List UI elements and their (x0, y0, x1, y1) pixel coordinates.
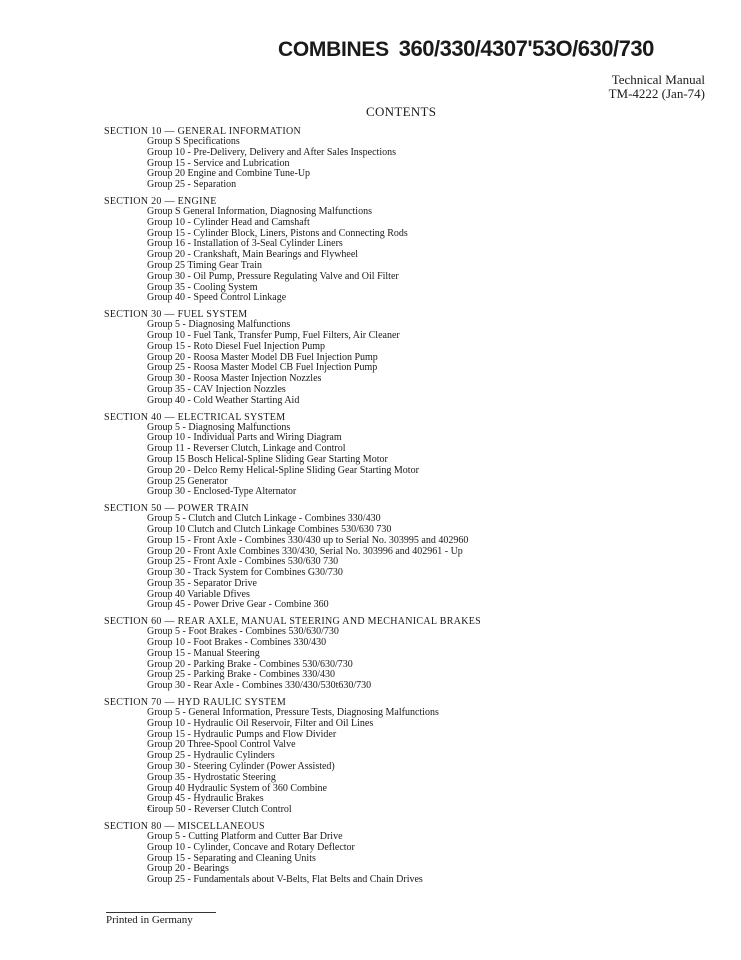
section-heading: SECTION 70 — HYD RAULIC SYSTEM (104, 697, 287, 709)
group-entry: Group 30 - Oil Pump, Pressure Regulating Valve and Oil Filter (147, 270, 399, 282)
group-entry: Group 10 - Foot Brakes - Combines 330/430 (147, 637, 327, 649)
group-entry: Group 25 - Front Axle - Combines 530/630 730 (147, 556, 339, 568)
section-heading: SECTION 20 — ENGINE (104, 195, 217, 207)
group-entry: Group 10 - Fuel Tank, Transfer Pump, Fuel Filters, Air Cleaner (147, 329, 400, 341)
group-entry: Group 5 - Foot Brakes - Combines 530/630/730 (147, 626, 339, 638)
group-entry: Group 30 - Enclosed-Type Alternator (147, 486, 297, 498)
group-entry: Group 30 - Roosa Master Injection Nozzles (147, 373, 322, 385)
group-entry: Group 25 - Hydraulic Cylinders (147, 750, 275, 762)
title-models: 360/330/4307'53O/630/730 (398, 36, 654, 61)
group-entry: Group 16 - Installation of 3-Seal Cylinder Liners (147, 238, 343, 250)
footer-rule (106, 912, 216, 913)
toc-section (104, 412, 704, 499)
group-entry: Group 5 - Diagnosing Malfunctions (147, 319, 291, 331)
group-entry: Group 10 - Cylinder Head and Camshaft (147, 216, 310, 228)
toc-section (104, 503, 704, 611)
group-entry: Group 20 - Bearings (147, 863, 229, 875)
group-entry: Group 20 - Parking Brake - Combines 530/630/730 (147, 658, 353, 670)
toc-section (104, 196, 704, 304)
group-entry: Group 20 - Front Axle Combines 330/430, Serial No. 303996 and 402961 - Up (147, 545, 463, 557)
group-entry: Group 25 - Fundamentals about V-Belts, Flat Belts and Chain Drives (147, 874, 423, 886)
group-entry: €iroup 50 - Reverser Clutch Control (147, 804, 292, 816)
group-entry: Group 10 - Pre-Delivery, Delivery and After Sales Inspections (147, 146, 397, 158)
group-entry: Group 30 - Steering Cylinder (Power Assisted) (147, 761, 335, 773)
section-heading: SECTION 50 — POWER TRAIN (104, 503, 249, 515)
group-entry: Group 25 Timing Gear Train (147, 259, 263, 271)
table-of-contents (104, 126, 704, 891)
group-entry: Group 15 - Roto Diesel Fuel Injection Pump (147, 340, 326, 352)
group-entry: Group 10 - Cylinder, Concave and Rotary Deflector (147, 841, 355, 853)
section-heading: SECTION 60 — REAR AXLE, MANUAL STEERING AND MECHANICAL BRAKES (104, 616, 482, 628)
group-entry: Group S Specifications (147, 136, 240, 147)
toc-section (104, 821, 704, 886)
group-entry: Group 10 - Individual Parts and Wiring Diagram (147, 432, 342, 444)
group-entry: Group 25 Generator (147, 475, 228, 487)
group-entry: Group 40 - Cold Weather Starting Aid (147, 394, 300, 406)
group-entry: Group 25 - Roosa Master Model CB Fuel Injection Pump (147, 362, 378, 374)
group-entry: Group 35 - Cooling System (147, 281, 258, 293)
group-entry: Group 35 - Separator Drive (147, 577, 257, 589)
section-heading: SECTION 10 — GENERAL INFORMATION (104, 126, 302, 137)
group-entry: Group 5 - General Information, Pressure Tests, Diagnosing Malfunctions (147, 707, 439, 719)
toc-section (104, 616, 704, 692)
manual-info (609, 73, 705, 101)
group-entry: Group 15 Bosch Helical-Spline Sliding Gear Starting Motor (147, 453, 388, 465)
footer-note: Printed in Germany (106, 914, 193, 926)
group-entry: Group 40 Hydraulic System of 360 Combine (147, 782, 327, 794)
group-entry: Group 15 - Hydraulic Pumps and Flow Divider (147, 728, 337, 740)
section-heading: SECTION 30 — FUEL SYSTEM (104, 309, 248, 321)
section-heading: SECTION 40 — ELECTRICAL SYSTEM (104, 411, 286, 423)
group-entry: Group 45 - Power Drive Gear - Combine 360 (147, 599, 329, 611)
group-entry: Group 10 - Hydraulic Oil Reservoir, Filter and Oil Lines (147, 717, 374, 729)
toc-section (104, 309, 704, 406)
group-entry: Group 20 - Crankshaft, Main Bearings and Flywheel (147, 249, 359, 261)
group-entry: Group 20 - Roosa Master Model DB Fuel Injection Pump (147, 351, 378, 363)
contents-heading: CONTENTS (366, 104, 437, 119)
group-entry: Group 15 - Separating and Cleaning Units (147, 852, 316, 864)
group-entry: Group 5 - Cutting Platform and Cutter Bar Drive (147, 831, 343, 843)
group-entry: Group 25 - Parking Brake - Combines 330/430 (147, 669, 336, 681)
group-entry: Group S General Information, Diagnosing Malfunctions (147, 205, 372, 217)
group-entry: Group 15 - Front Axle - Combines 330/430 up to Serial No. 303995 and 402960 (147, 534, 469, 546)
group-entry: Group 25 - Separation (147, 179, 237, 191)
group-entry: Group 5 - Diagnosing Malfunctions (147, 421, 291, 433)
manual-type: Technical Manual (611, 72, 705, 87)
group-entry: Group 35 - Hydrostatic Steering (147, 771, 276, 783)
toc-section (104, 697, 704, 816)
group-entry: Group 15 - Service and Lubrication (147, 157, 290, 169)
group-entry: Group 15 - Cylinder Block, Liners, Pistons and Connecting Rods (147, 227, 408, 239)
group-entry: Group 11 - Reverser Clutch, Linkage and Control (147, 443, 346, 455)
toc-section (104, 126, 704, 191)
group-entry: Group 20 - Delco Remy Helical-Spline Sliding Gear Starting Motor (147, 464, 419, 476)
group-entry: Group 20 Three-Spool Control Valve (147, 739, 296, 751)
section-heading: SECTION 80 — MISCELLANEOUS (104, 821, 265, 833)
group-entry: Group 15 - Manual Steering (147, 647, 260, 659)
group-entry: Group 40 Variable Dfives (147, 588, 250, 600)
group-entry: Group 35 - CAV Injection Nozzles (147, 383, 286, 395)
group-entry: Group 5 - Clutch and Clutch Linkage - Combines 330/430 (147, 513, 381, 525)
group-entry: Group 30 - Rear Axle - Combines 330/430/530t630/730 (147, 680, 372, 692)
title-word: COMBINES (278, 38, 389, 61)
manual-code: TM-4222 (Jan-74) (608, 86, 705, 101)
group-entry: Group 45 - Hydraulic Brakes (147, 793, 264, 805)
group-entry: Group 10 Clutch and Clutch Linkage Combines 530/630 730 (147, 523, 392, 535)
group-entry: Group 20 Engine and Combine Tune-Up (147, 168, 311, 180)
group-entry: Group 30 - Track System for Combines G30/730 (147, 567, 343, 579)
group-entry: Group 40 - Speed Control Linkage (147, 292, 287, 304)
document-title (278, 36, 654, 62)
